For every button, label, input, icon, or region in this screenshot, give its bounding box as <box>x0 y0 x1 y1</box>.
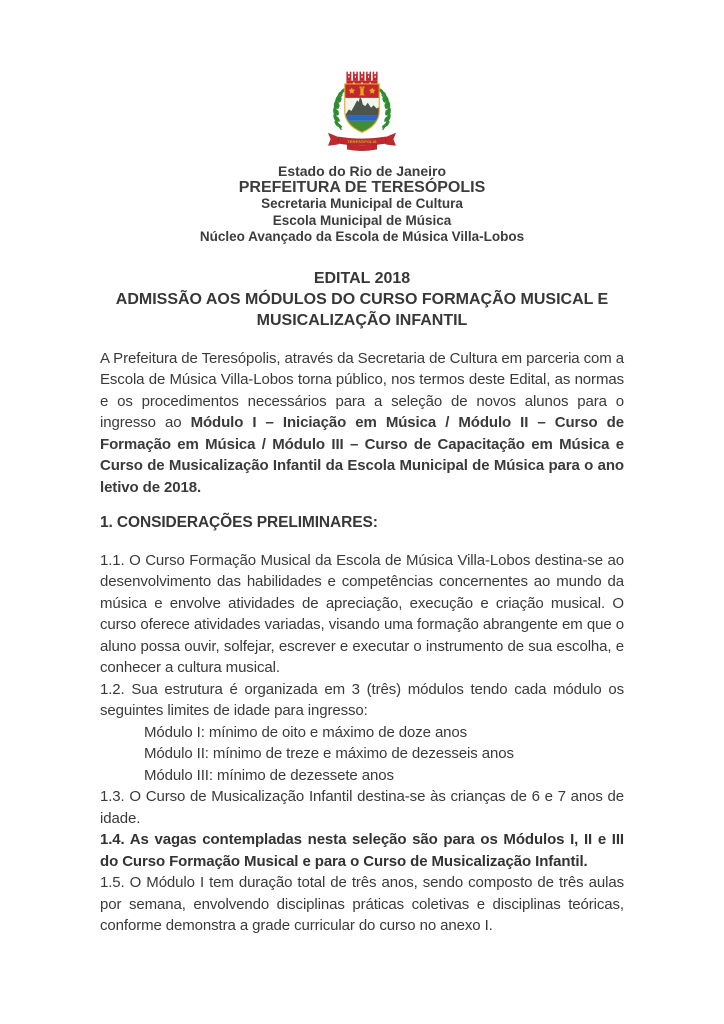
module-1-age-limit: Módulo I: mínimo de oito e máximo de doze anos <box>144 723 468 741</box>
ribbon-text: TERESÓPOLIS <box>347 139 377 144</box>
paragraph-1-1: 1.1. O Curso Formação Musical da Escola de Música Villa-Lobos destina-se ao desenvolvimento das habilidades e competências concernentes ao mundo da música e envolve atividades de apreciação, execução e criação musical. O curso oferece atividades variadas, visando uma formação abrangente em que o aluno possa ouvir, solfejar, escrever e executar o instrumento de sua escolha, e conhecer a cultura musical. <box>100 551 624 676</box>
teresopolis-coat-of-arms <box>321 68 403 154</box>
green-base <box>345 121 379 133</box>
document-body <box>100 348 624 937</box>
letterhead-secretaria: Secretaria Municipal de Cultura <box>261 196 463 211</box>
intro-normal-text: A Prefeitura de Teresópolis, através da Secretaria de Cultura em parceria com a Escola de Música Villa-Lobos torna público, nos termos deste Edital, as normas e os procedimentos necessários para a seleção de novos alunos para o ingresso ao <box>100 349 624 431</box>
section-1-heading: 1. CONSIDERAÇÕES PRELIMINARES: <box>100 514 378 531</box>
document-title <box>0 268 724 331</box>
paragraph-1-2: 1.2. Sua estrutura é organizada em 3 (três) módulos tendo cada módulo os seguintes limites de idade para ingresso: <box>100 680 624 719</box>
title-line-musicalizacao: MUSICALIZAÇÃO INFANTIL <box>256 311 468 329</box>
ribbon <box>328 133 395 151</box>
water-band <box>345 116 379 121</box>
paragraph-1-3: 1.3. O Curso de Musicalização Infantil destina-se às crianças de 6 e 7 anos de idade. <box>100 788 624 827</box>
intro-bold-text: Módulo I – Iniciação em Música / Módulo II – Curso de Formação em Música / Módulo III – Curso de Capacitação em Música e Curso de Musicalização Infantil da Escola Municipal de Música para o ano letivo de 2018. <box>100 414 624 496</box>
title-line-edital: EDITAL 2018 <box>313 269 411 287</box>
title-line-admissao: ADMISSÃO AOS MÓDULOS DO CURSO FORMAÇÃO MUSICAL E <box>115 290 609 308</box>
module-3-age-limit: Módulo III: mínimo de dezessete anos <box>144 766 394 784</box>
letterhead-prefeitura: PREFEITURA DE TERESÓPOLIS <box>238 178 486 196</box>
paragraph-1-5: 1.5. O Módulo I tem duração total de três anos, sendo composto de três aulas por semana, envolvendo disciplinas práticas coletivas e disciplinas teóricas, conforme demonstra a grade curricular do curso no anexo I. <box>100 874 624 934</box>
letterhead-escola: Escola Municipal de Música <box>272 212 452 228</box>
letterhead-nucleo: Núcleo Avançado da Escola de Música Villa-Lobos <box>199 229 525 244</box>
letterhead-state: Estado do Rio de Janeiro <box>277 163 447 179</box>
paragraph-1-4: 1.4. As vagas contempladas nesta seleção são para os Módulos I, II e III do Curso Formação Musical e para o Curso de Musicalização Infantil. <box>100 831 624 870</box>
intro-paragraph <box>100 348 624 499</box>
module-age-limits <box>100 722 624 787</box>
letterhead <box>0 163 724 246</box>
module-2-age-limit: Módulo II: mínimo de treze e máximo de dezesseis anos <box>144 745 514 762</box>
